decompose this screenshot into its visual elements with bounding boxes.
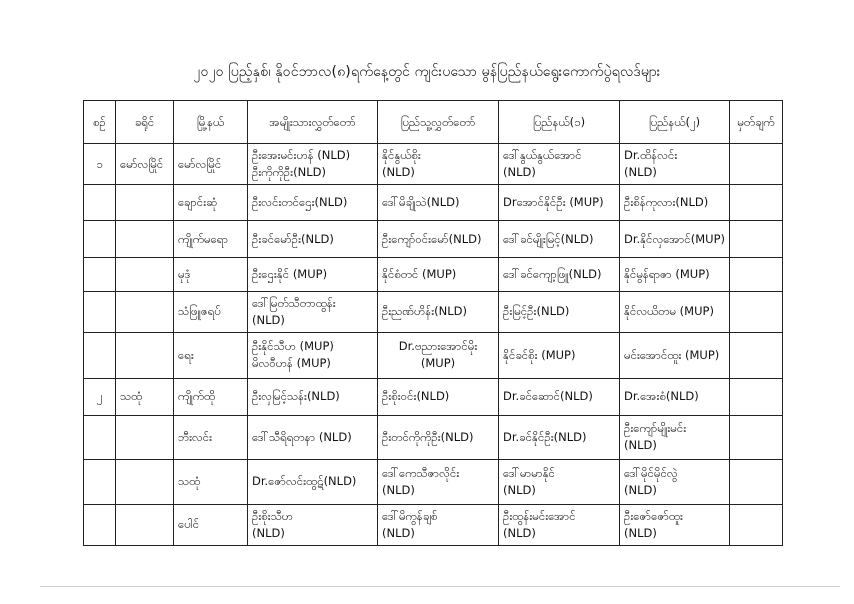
cell-remark (730, 221, 783, 257)
cell-township: ပေါင် (174, 504, 248, 545)
cell-state2-line: နိုင်လယိတမ (MUP) (624, 304, 714, 319)
cell-state1-line: (NLD) (503, 525, 536, 540)
election-results-table (83, 100, 783, 546)
cell-state1-line: ဒေါ်ခင်မျိုးမြင့်(NLD) (503, 231, 594, 246)
cell-state2 (620, 415, 730, 459)
cell-pyithu-line: ဦးစိုးဝင်း(NLD) (382, 389, 450, 404)
cell-amyotha (248, 185, 378, 221)
cell-state2-line: နိုင်မွန်ရာဇာ (MUP) (624, 266, 710, 281)
cell-state1 (499, 333, 620, 378)
cell-pyithu-line: ဦးညဏ်ဟိန်း(NLD) (382, 304, 467, 319)
cell-state2-line: (NLD) (624, 482, 657, 497)
cell-no (84, 415, 116, 459)
cell-amyotha-line: ဦးလင်းတင်ဌေး(NLD) (252, 195, 348, 210)
cell-state2-line: မင်းအောင်ထူး (MUP) (624, 347, 720, 362)
cell-pyithu-line: နိုင်စံတင် (MUP) (382, 266, 457, 281)
table-row (84, 378, 783, 415)
cell-township: ကျိုက်မရော (174, 221, 248, 257)
cell-state1 (499, 504, 620, 545)
cell-district (116, 221, 174, 257)
cell-state2 (620, 378, 730, 415)
cell-pyithu (378, 504, 499, 545)
cell-pyithu-line: ဦးတင်ကိုကိုဦး(NLD) (382, 429, 474, 444)
cell-state2 (620, 221, 730, 257)
cell-state2-line: ဦးစိန်ကုလား(NLD) (624, 195, 709, 210)
cell-state2-line: Dr.နိုင်လှအောင်(MUP) (624, 231, 725, 246)
cell-state2 (620, 257, 730, 291)
cell-township: သထုံ (174, 460, 248, 504)
header-state1: ပြည်နယ်(၁) (499, 101, 620, 144)
cell-pyithu-line: (MUP) (420, 356, 456, 371)
cell-amyotha-line: ဦးနိုင်သီဟ (MUP) (252, 339, 334, 354)
cell-pyithu (378, 333, 499, 378)
cell-state1-line: ဒေါ်ခင်ကျော့ဖြူ(NLD) (503, 266, 602, 281)
cell-district (116, 504, 174, 545)
cell-township: ကျိုက်ထို (174, 378, 248, 415)
cell-amyotha (248, 221, 378, 257)
cell-township: ရေး (174, 333, 248, 378)
header-amyotha: အမျိုးသားလွှတ်တော် (248, 101, 378, 144)
cell-state1-line: ဒေါ်မာမာနိုင် (503, 465, 555, 480)
cell-remark (730, 460, 783, 504)
cell-pyithu (378, 415, 499, 459)
cell-state1 (499, 378, 620, 415)
cell-pyithu-line: ဒေါ်မိချိုသဲ(NLD) (382, 195, 460, 210)
cell-pyithu-line: (NLD) (382, 482, 415, 497)
cell-remark (730, 378, 783, 415)
cell-state2-line: (NLD) (624, 438, 657, 453)
table-row (84, 333, 783, 378)
cell-township: မော်လမြိုင် (174, 144, 248, 185)
cell-pyithu (378, 291, 499, 332)
cell-pyithu (378, 185, 499, 221)
cell-state2-line: ဦးဇော်ဇော်ထူး (624, 508, 683, 523)
cell-remark (730, 415, 783, 459)
cell-no (84, 333, 116, 378)
cell-remark (730, 185, 783, 221)
scan-edge-line (40, 586, 840, 587)
cell-state1 (499, 221, 620, 257)
cell-state2-line: ဒေါ်မိုင်မိုင်လွဲ (624, 465, 678, 480)
cell-state2 (620, 144, 730, 185)
cell-remark (730, 144, 783, 185)
cell-state1-line: ဦးထွန်းမင်းအောင် (503, 508, 576, 523)
cell-state1-line: Dr.ခင်နိုင်ဦး(NLD) (503, 429, 587, 444)
cell-amyotha-line: Dr.ဇော်လင်းထွဋ်(NLD) (252, 474, 357, 489)
cell-no (84, 291, 116, 332)
cell-pyithu (378, 221, 499, 257)
cell-pyithu-line: ဒေါ်မိကွန်ချစ် (382, 508, 438, 523)
cell-amyotha-line: (NLD) (252, 312, 285, 327)
cell-remark (730, 291, 783, 332)
cell-township: ဘီးလင်း (174, 415, 248, 459)
cell-district (116, 185, 174, 221)
table-row (84, 291, 783, 332)
cell-amyotha-line: ဦးခင်မော်ဦး(NLD) (252, 231, 334, 246)
cell-state2-line: Dr.အေးစံ(NLD) (624, 389, 699, 404)
cell-pyithu (378, 144, 499, 185)
cell-amyotha (248, 257, 378, 291)
header-district: ခရိုင် (116, 101, 174, 144)
table-row (84, 221, 783, 257)
cell-pyithu-line: (NLD) (382, 165, 415, 180)
cell-township: သံဖြူဇရပ် (174, 291, 248, 332)
document-title: ၂၀၂၀ ပြည့်နှစ်၊ နိုဝင်ဘာလ(၈)ရက်နေ့တွင် ကျင်းပသော မွန်ပြည်နယ်ရွေးကောက်ပွဲရလဒ်များ (193, 64, 661, 80)
cell-district: သထုံ (116, 378, 174, 415)
table-row (84, 185, 783, 221)
cell-state2-line: (NLD) (624, 525, 657, 540)
cell-pyithu (378, 460, 499, 504)
cell-pyithu (378, 257, 499, 291)
cell-state1 (499, 185, 620, 221)
cell-state2 (620, 185, 730, 221)
cell-no (84, 504, 116, 545)
table-row (84, 144, 783, 185)
cell-pyithu-line: (NLD) (382, 525, 415, 540)
cell-township: မုဒုံ (174, 257, 248, 291)
cell-state1 (499, 291, 620, 332)
cell-amyotha-line: ဒေါ်မြတ်သီတာထွန်း (252, 295, 336, 310)
cell-remark (730, 257, 783, 291)
cell-state1-line: ဦးမြင့်ဦး(NLD) (503, 304, 570, 319)
cell-pyithu-line: Dr.ဗညားအောင်မိုး (398, 339, 478, 354)
cell-pyithu-line: ဒေါ်ကေသီဇာလိုင်း (382, 465, 460, 480)
table-row (84, 460, 783, 504)
cell-district: မော်လမြိုင် (116, 144, 174, 185)
cell-amyotha-line: ဦးကိုကိုဦး(NLD) (252, 165, 326, 180)
cell-amyotha (248, 378, 378, 415)
cell-state2 (620, 504, 730, 545)
cell-state1-line: Dr.ခင်ဆောင်(NLD) (503, 389, 593, 404)
cell-amyotha-line: ဦးစိုးသီဟ (252, 508, 294, 523)
cell-state1 (499, 460, 620, 504)
cell-amyotha (248, 291, 378, 332)
cell-state2 (620, 460, 730, 504)
cell-district (116, 415, 174, 459)
table-row (84, 257, 783, 291)
cell-township: ချောင်းဆုံ (174, 185, 248, 221)
cell-state2 (620, 333, 730, 378)
cell-state2 (620, 291, 730, 332)
cell-state2-line: (NLD) (624, 165, 657, 180)
cell-no (84, 185, 116, 221)
header-township: မြို့နယ် (174, 101, 248, 144)
table-header-row (84, 101, 783, 144)
cell-amyotha-line: ဦးဌေးနိုင် (MUP) (252, 266, 328, 281)
cell-amyotha (248, 460, 378, 504)
cell-district (116, 460, 174, 504)
cell-state1 (499, 257, 620, 291)
cell-state1-line: (NLD) (503, 165, 536, 180)
cell-no: ၂ (84, 378, 116, 415)
cell-amyotha-line: ဦးအေးမင်းဟန် (NLD) (252, 148, 351, 163)
cell-pyithu (378, 378, 499, 415)
cell-no (84, 221, 116, 257)
header-state2: ပြည်နယ်(၂) (620, 101, 730, 144)
cell-amyotha (248, 144, 378, 185)
cell-state1-line: Drအောင်နိုင်ဦး (MUP) (503, 195, 604, 210)
cell-amyotha (248, 333, 378, 378)
cell-pyithu-line: ဦးကျော်ဝင်းမော်(NLD) (382, 231, 482, 246)
cell-amyotha (248, 415, 378, 459)
table-row (84, 504, 783, 545)
cell-no (84, 460, 116, 504)
header-no: စဉ် (84, 101, 116, 144)
table-row (84, 415, 783, 459)
cell-state2-line: Dr.ထိန်လင်း (624, 148, 678, 163)
cell-no (84, 257, 116, 291)
cell-pyithu-line: နိုင်နွယ်စိုး (382, 148, 421, 163)
cell-state1-line: (NLD) (503, 482, 536, 497)
header-pyithu: ပြည်သူ့လွှတ်တော် (378, 101, 499, 144)
cell-amyotha-line: ဒေါ်သီရိရတနာ (NLD) (252, 429, 352, 444)
cell-state1 (499, 415, 620, 459)
cell-state1-line: နိုင်ခင်စိုး (MUP) (503, 347, 576, 362)
cell-amyotha-line: ဦးလှမြင့်သန်း(NLD) (252, 389, 340, 404)
cell-district (116, 291, 174, 332)
cell-amyotha-line: (NLD) (252, 525, 285, 540)
cell-no: ၁ (84, 144, 116, 185)
cell-amyotha (248, 504, 378, 545)
cell-state2-line: ဦးကျော်မျိုးမင်း (624, 421, 687, 436)
header-remark: မှတ်ချက် (730, 101, 783, 144)
cell-state1 (499, 144, 620, 185)
cell-remark (730, 333, 783, 378)
cell-remark (730, 504, 783, 545)
cell-district (116, 333, 174, 378)
cell-district (116, 257, 174, 291)
cell-amyotha-line: မိလဝီဟန် (MUP) (252, 356, 331, 371)
cell-state1-line: ဒေါ်နွယ်နွယ်အောင် (503, 148, 582, 163)
